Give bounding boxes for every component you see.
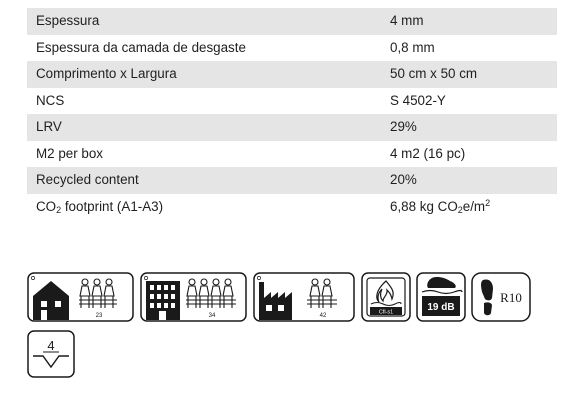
svg-text:34: 34 xyxy=(208,313,216,319)
industrial-use-class-icon xyxy=(253,272,355,322)
svg-text:4: 4 xyxy=(47,338,55,353)
svg-text:19 dB: 19 dB xyxy=(427,302,455,313)
co2-value: 6,88 kg $CO_2e/m^2$ xyxy=(390,197,491,215)
spec-label: Comprimento x Largura xyxy=(27,61,381,88)
thickness-icon xyxy=(27,330,75,383)
svg-text:R10: R10 xyxy=(500,290,522,305)
svg-text:23: 23 xyxy=(95,313,103,319)
spec-row-co2 xyxy=(27,194,557,221)
spec-row xyxy=(27,61,557,88)
spec-label: LRV xyxy=(27,114,381,141)
commercial-use-class-icon xyxy=(140,272,247,322)
spec-label: NCS xyxy=(36,92,65,108)
co2-label: $CO_2$ footprint (A1-A3) xyxy=(36,198,164,215)
spec-value: S 4502-Y xyxy=(390,92,446,108)
spec-row xyxy=(27,114,557,141)
slip-resistance-icon xyxy=(471,272,531,322)
spec-row xyxy=(27,8,557,35)
spec-row xyxy=(27,141,557,168)
fire-rating-icon xyxy=(361,272,411,322)
specifications-table xyxy=(27,8,557,220)
spec-value: 29% xyxy=(381,114,557,141)
spec-value: 20% xyxy=(381,167,557,194)
sound-reduction-icon xyxy=(416,272,466,322)
svg-text:42: 42 xyxy=(319,313,327,319)
spec-label: M2 per box xyxy=(36,145,103,161)
spec-value: 4 mm xyxy=(381,8,557,35)
spec-value: 50 cm x 50 cm xyxy=(381,61,557,88)
svg-text:Cfl-s1: Cfl-s1 xyxy=(378,309,394,316)
domestic-use-class-icon xyxy=(27,272,134,322)
spec-label: Espessura xyxy=(27,8,381,35)
spec-row xyxy=(27,88,557,115)
spec-value: 0,8 mm xyxy=(390,39,435,55)
spec-label: Recycled content xyxy=(27,167,381,194)
spec-label: Espessura da camada de desgaste xyxy=(36,39,246,55)
spec-value: 4 m2 (16 pc) xyxy=(390,145,466,161)
spec-row xyxy=(27,167,557,194)
spec-row xyxy=(27,35,557,62)
